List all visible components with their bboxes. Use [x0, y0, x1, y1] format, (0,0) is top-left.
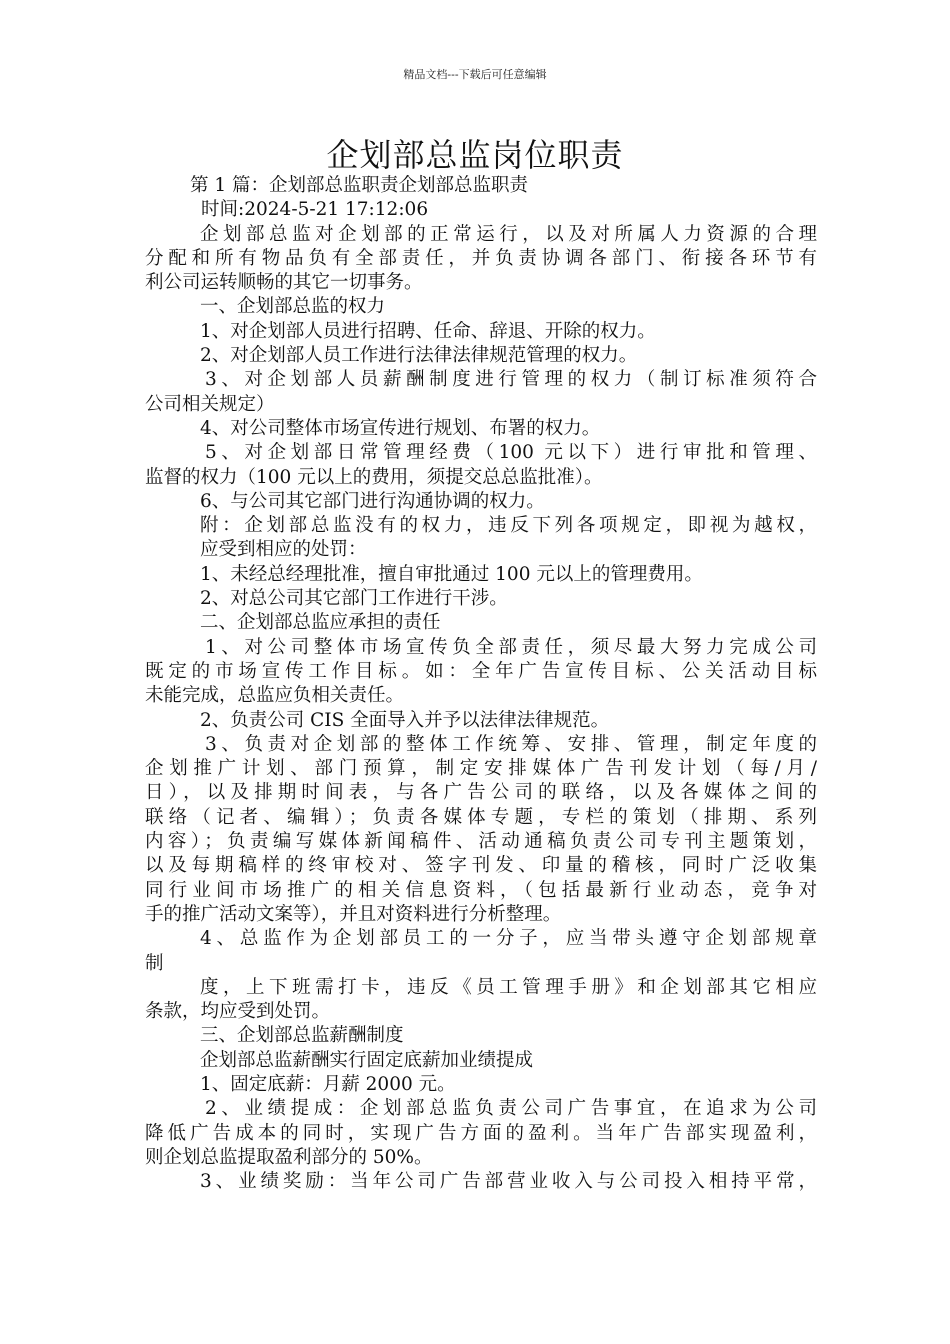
text-line: 利公司运转顺畅的其它一切事务。	[145, 272, 423, 294]
text-line: 2、对总公司其它部门工作进行干涉。	[200, 588, 508, 610]
text-line: 企划部总监对企划部的正常运行，以及对所属人力资源的合理	[200, 223, 817, 245]
text-line: 应受到相应的处罚：	[200, 539, 367, 561]
text-line: 1、固定底薪：月薪 2000 元。	[200, 1073, 456, 1095]
text-line: 既定的市场宣传工作目标。如：全年广告宣传目标、公关活动目标	[145, 660, 817, 682]
text-line: 公司相关规定）	[145, 393, 275, 415]
text-line: 二、企划部总监应承担的责任	[200, 612, 441, 634]
text-line: 降低广告成本的同时，实现广告方面的盈利。当年广告部实现盈利，	[145, 1122, 817, 1144]
text-line: 附：企划部总监没有的权力，违反下列各项规定，即视为越权，	[200, 515, 817, 537]
text-line: 3、业绩奖励：当年公司广告部营业收入与公司投入相持平常，	[200, 1171, 817, 1193]
text-line: 时间:2024-5-21 17:12:06	[201, 199, 429, 221]
text-line: 3、对企划部人员薪酬制度进行管理的权力（制订标准须符合	[205, 369, 817, 391]
text-line: 4、对公司整体市场宣传进行规划、布署的权力。	[200, 417, 601, 439]
text-line: 企划部总监薪酬实行固定底薪加业绩提成	[200, 1049, 534, 1071]
text-line: 同行业间市场推广的相关信息资料，（包括最新行业动态，竞争对	[145, 879, 817, 901]
page-title: 企划部总监岗位职责	[326, 136, 624, 174]
text-line: 未能完成，总监应负相关责任。	[145, 685, 405, 707]
text-line: 三、企划部总监薪酬制度	[200, 1025, 404, 1047]
text-line: 2、业绩提成：企划部总监负责公司广告事宜，在追求为公司	[205, 1098, 817, 1120]
text-line: 5、对企划部日常管理经费（100 元以下）进行审批和管理、	[205, 442, 817, 464]
text-line: 企划推广计划、部门预算，制定安排媒体广告刊发计划（每/月/	[145, 758, 817, 780]
document-body	[145, 174, 817, 1194]
text-line: 制	[145, 952, 164, 974]
text-line: 3、负责对企划部的整体工作统筹、安排、管理，制定年度的	[205, 733, 817, 755]
text-line: 2、负责公司 CIS 全面导入并予以法律法律规范。	[200, 709, 610, 731]
header-note: 精品文档---下载后可任意编辑	[403, 68, 547, 81]
text-line: 第 1 篇：企划部总监职责企划部总监职责	[190, 175, 529, 196]
text-line: 条款，均应受到处罚。	[145, 1001, 331, 1023]
text-line: 内容）；负责编写媒体新闻稿件、活动通稿负责公司专刊主题策划，	[145, 831, 817, 853]
text-line: 监督的权力（100 元以上的费用，须提交总总监批准）。	[145, 466, 603, 488]
text-line: 4、总监作为企划部员工的一分子，应当带头遵守企划部规章	[200, 928, 817, 950]
text-line: 分配和所有物品负有全部责任，并负责协调各部门、衔接各环节有	[145, 247, 817, 269]
text-line: 联络（记者、编辑）；负责各媒体专题，专栏的策划（排期、系列	[145, 806, 817, 828]
text-line: 1、对公司整体市场宣传负全部责任，须尽最大努力完成公司	[205, 636, 817, 658]
text-line: 以及每期稿样的终审校对、签字刊发、印量的稽核，同时广泛收集	[145, 855, 817, 877]
text-line: 日），以及排期时间表，与各广告公司的联络，以及各媒体之间的	[145, 782, 817, 804]
text-line: 度，上下班需打卡，违反《员工管理手册》和企划部其它相应	[200, 976, 817, 998]
text-line: 6、与公司其它部门进行沟通协调的权力。	[200, 490, 545, 512]
text-line: 手的推广活动文案等），并且对资料进行分析整理。	[145, 903, 562, 925]
text-line: 1、对企划部人员进行招聘、任命、辞退、开除的权力。	[200, 320, 656, 342]
text-line: 1、未经总经理批准，擅自审批通过 100 元以上的管理费用。	[200, 563, 703, 585]
text-line: 2、对企划部人员工作进行法律法律规范管理的权力。	[200, 345, 638, 367]
text-line: 则企划总监提取盈利部分的 50%。	[145, 1146, 433, 1168]
text-line: 一、企划部总监的权力	[200, 296, 386, 318]
